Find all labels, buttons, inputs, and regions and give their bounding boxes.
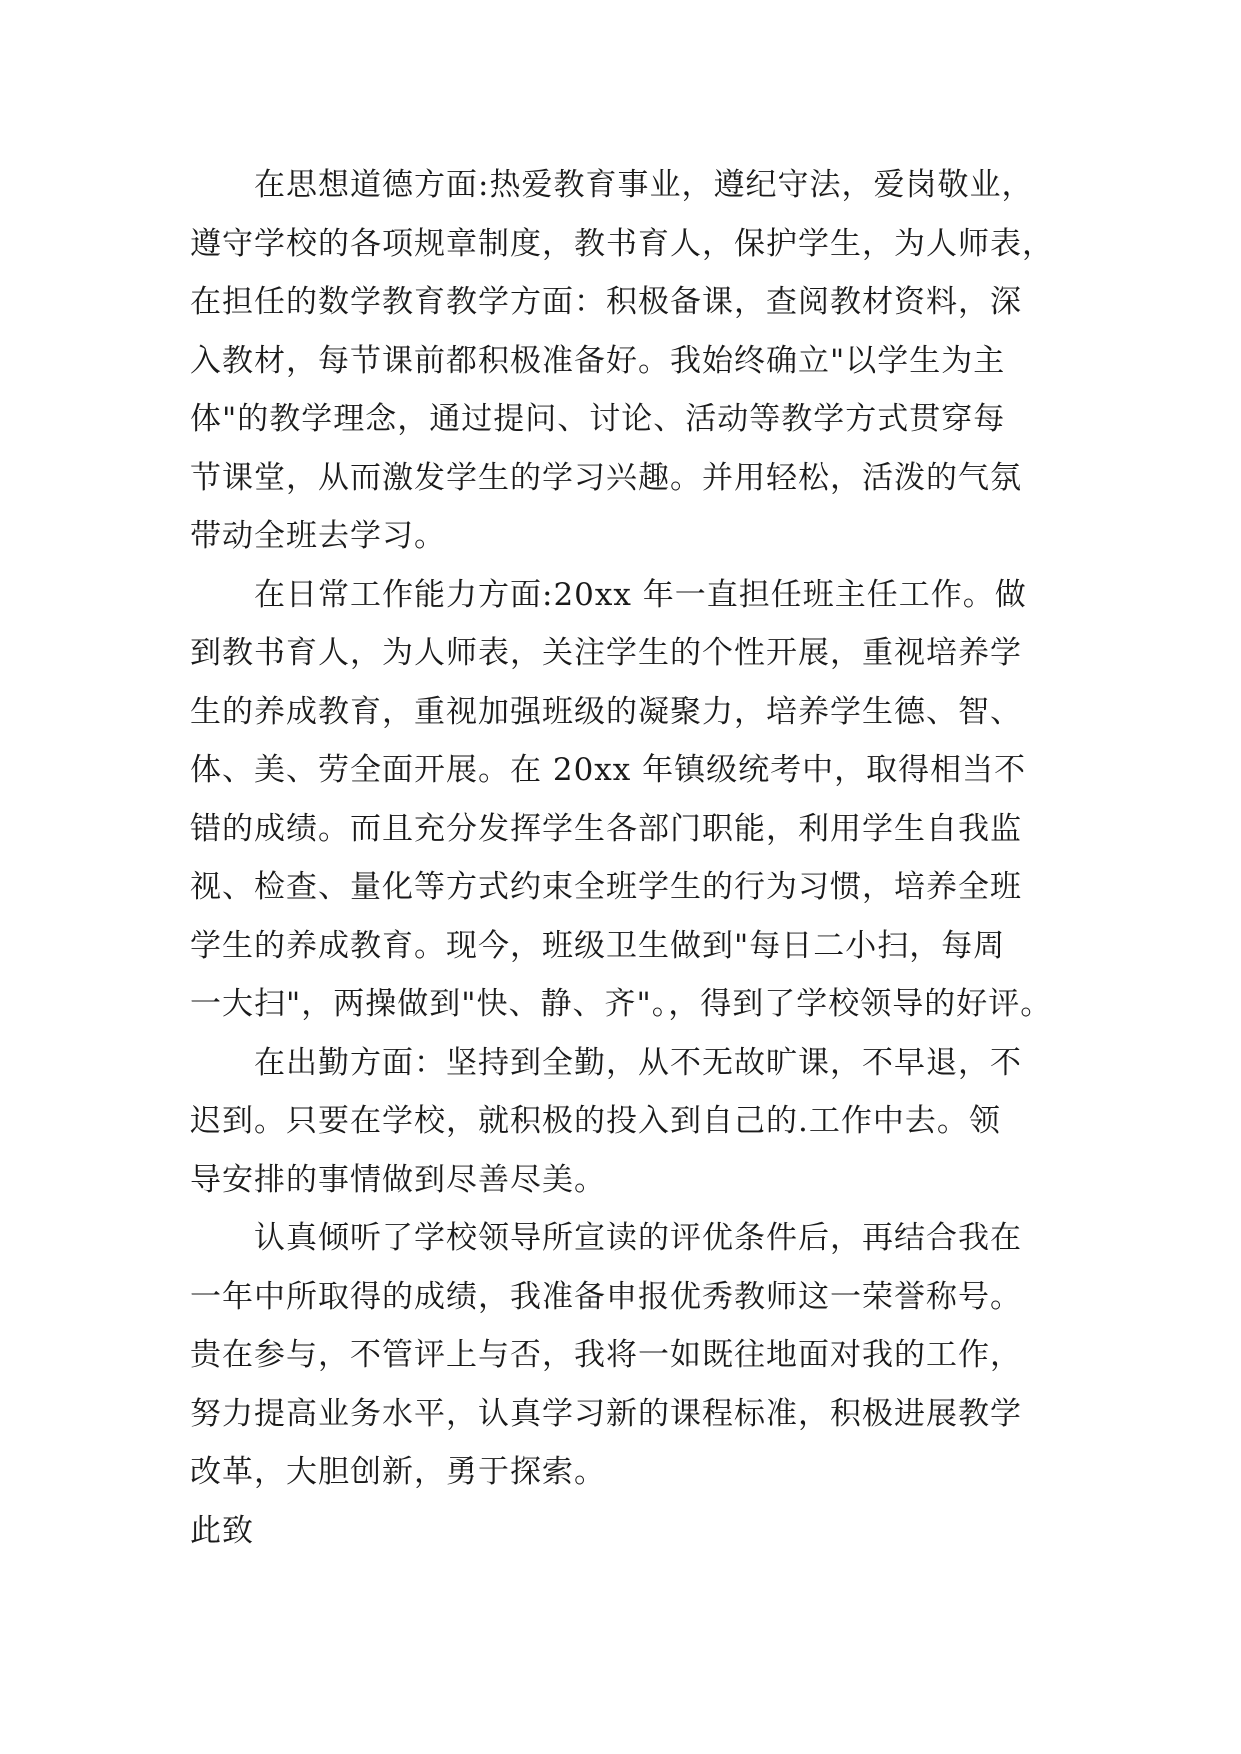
text-line: 努力提高业务水平，认真学习新的课程标准，积极进展教学 [190, 1395, 1022, 1432]
text-line: 学生的养成教育。现今，班级卫生做到"每日二小扫，每周 [190, 927, 1006, 964]
text-line: 在日常工作能力方面:20xx 年一直担任班主任工作。做 [254, 576, 1027, 613]
text-line: 到教书育人，为人师表，关注学生的个性开展，重视培养学 [190, 635, 1022, 671]
text-line: 导安排的事情做到尽善尽美。 [190, 1161, 606, 1198]
document-body [190, 156, 1060, 1560]
text-line: 错的成绩。而且充分发挥学生各部门职能，利用学生自我监 [190, 810, 1022, 847]
text-line: 体"的教学理念，通过提问、讨论、活动等教学方式贯穿每 [190, 401, 1006, 437]
text-line: 一大扫"，两操做到"快、静、齐"。，得到了学校领导的好评。 [190, 986, 1053, 1022]
text-line: 生的养成教育，重视加强班级的凝聚力，培养学生德、智、 [190, 693, 1022, 730]
text-line: 在出勤方面：坚持到全勤，从不无故旷课，不早退，不 [254, 1044, 1022, 1081]
text-line: 在担任的数学教育教学方面：积极备课，查阅教材资料，深 [190, 284, 1022, 320]
text-line: 节课堂，从而激发学生的学习兴趣。并用轻松，活泼的气氛 [190, 459, 1022, 496]
text-line: 此致 [190, 1512, 254, 1549]
text-line: 改革，大胆创新，勇于探索。 [190, 1454, 606, 1490]
text-line: 体、美、劳全面开展。在 20xx 年镇级统考中，取得相当不 [190, 752, 1027, 788]
text-line: 视、检查、量化等方式约束全班学生的行为习惯，培养全班 [190, 869, 1022, 905]
text-line: 迟到。只要在学校，就积极的投入到自己的.工作中去。领 [190, 1103, 1001, 1139]
text-line: 遵守学校的各项规章制度，教书育人，保护学生，为人师表， [190, 225, 1054, 262]
text-line: 入教材，每节课前都积极准备好。我始终确立"以学生为主 [190, 342, 1006, 379]
text-line: 认真倾听了学校领导所宣读的评优条件后，再结合我在 [254, 1220, 1022, 1256]
text-line: 在思想道德方面:热爱教育事业，遵纪守法，爱岗敬业， [254, 167, 1034, 203]
text-line: 带动全班去学习。 [190, 518, 446, 554]
text-line: 贵在参与，不管评上与否，我将一如既往地面对我的工作， [190, 1337, 1022, 1373]
text-line: 一年中所取得的成绩，我准备申报优秀教师这一荣誉称号。 [190, 1278, 1022, 1315]
